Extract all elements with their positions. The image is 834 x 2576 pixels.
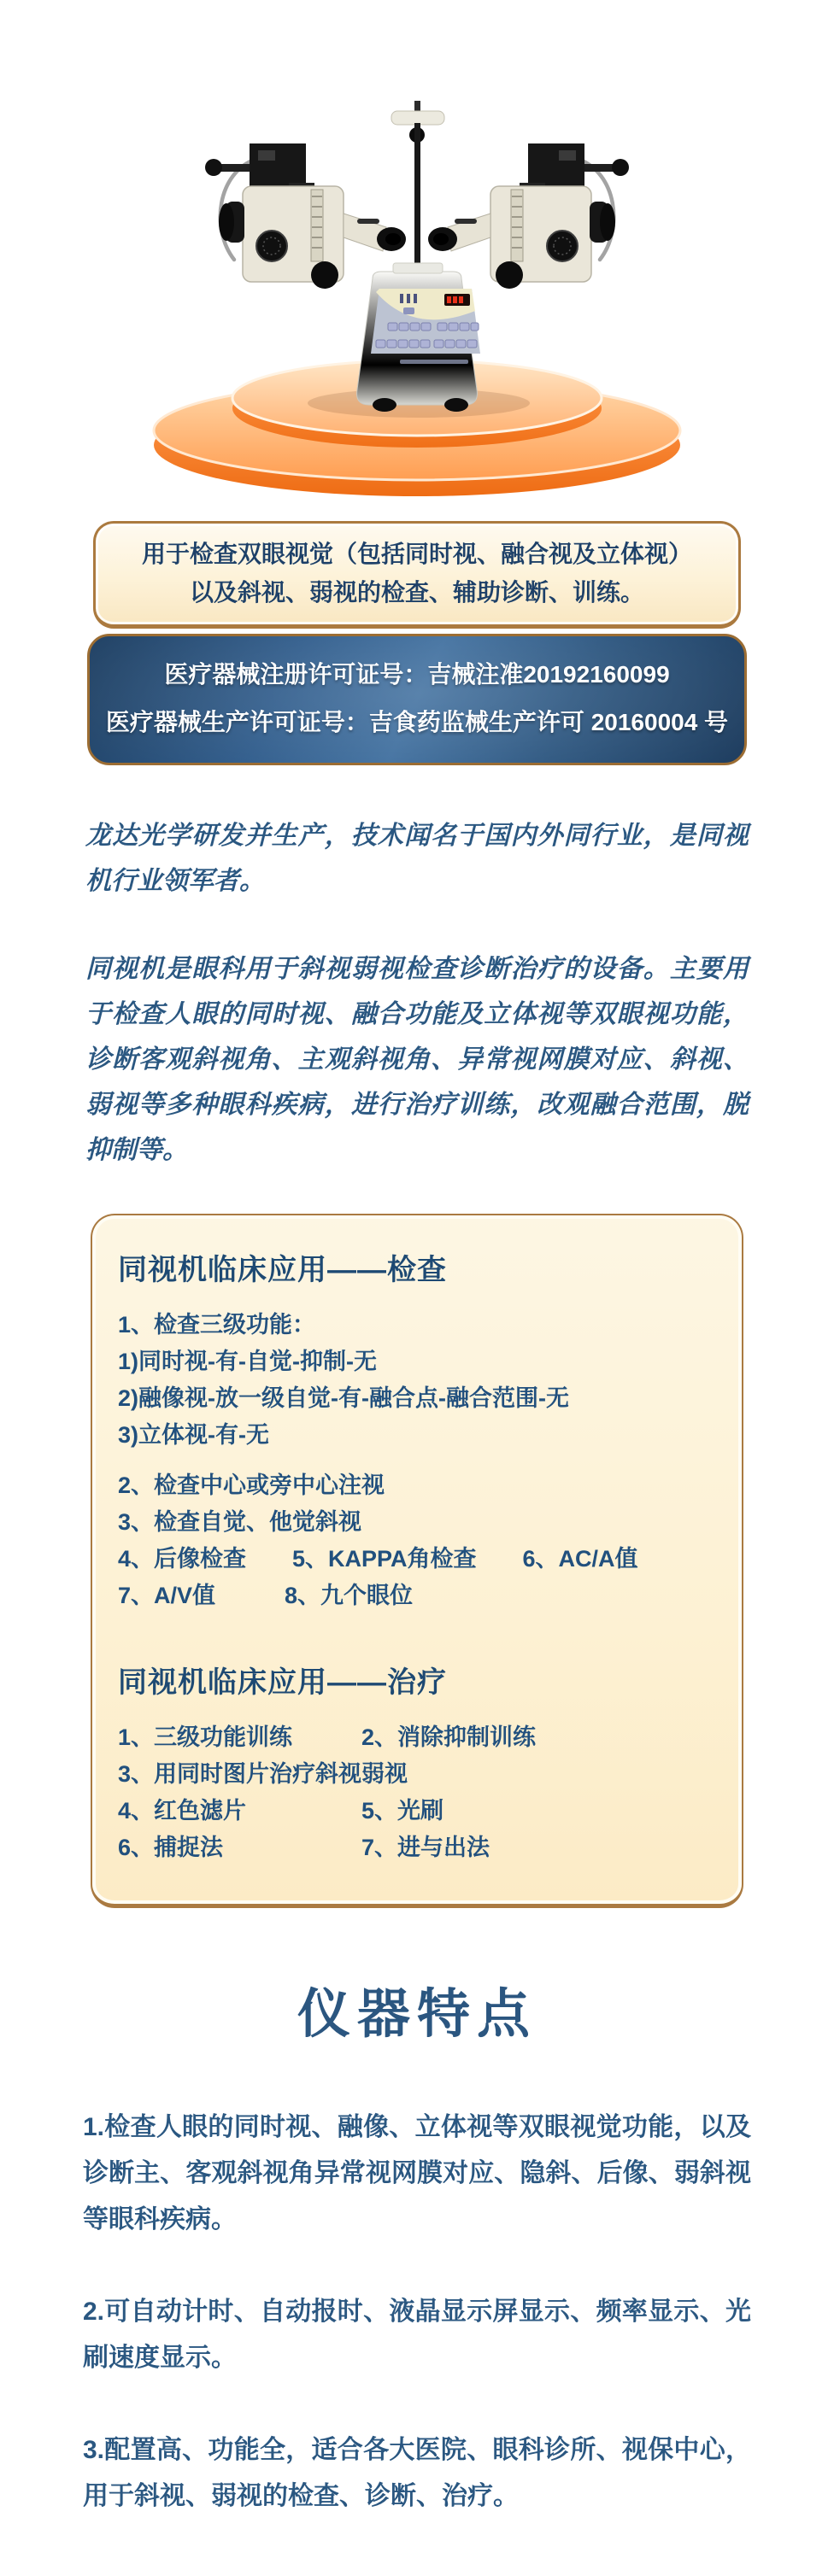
brand-strip	[400, 360, 468, 364]
treatment-line-1: 1、三级功能训练 2、消除抑制训练	[118, 1724, 537, 1750]
feature-item-1: 1.检查人眼的同时视、融像、立体视等双眼视觉功能，以及诊断主、客观斜视角异常视网膜对应、隐斜、后像、弱斜视等眼科疾病。	[83, 2113, 751, 2234]
exam-line-2: 1)同时视-有-自觉-抑制-无	[118, 1349, 377, 1374]
product-image	[144, 22, 690, 501]
exam-line-6: 3、检查自觉、他觉斜视	[118, 1509, 362, 1535]
foot	[373, 398, 396, 412]
about-paragraph-2: 同视机是眼科用于斜视弱视检查诊断治疗的设备。主要用于检查人眼的同时视、融合功能及立体视等双眼视功能，诊断客观斜视角、主观斜视角、异常视网膜对应、斜视、弱视等多种眼科疾病，进行治疗训练，改观融合范围，脱抑制等。	[85, 955, 749, 1164]
synoptophore-device	[205, 101, 629, 412]
about-paragraph-1: 龙达光学研发并生产，技术闻名于国内外同行业，是同视机行业领军者。	[85, 822, 749, 895]
central-column	[414, 123, 420, 273]
intro-line-1: 用于检查双眼视觉（包括同时视、融合视及立体视）	[141, 541, 692, 567]
license-production-number: 医疗器械生产许可证号：吉食药监械生产许可 20160004 号	[105, 709, 729, 735]
exam-line-3: 2)融像视-放一级自觉-有-融合点-融合范围-无	[118, 1385, 569, 1411]
intro-line-2: 以及斜视、弱视的检查、辅助诊断、训练。	[189, 579, 644, 606]
about-section	[85, 813, 749, 1173]
led-digit	[459, 296, 463, 303]
panel-button	[403, 307, 414, 314]
intro-box	[93, 521, 741, 629]
treatment-line-2: 3、用同时图片治疗斜视弱视	[118, 1761, 408, 1787]
features-section	[83, 2105, 751, 2520]
panel-mark	[414, 294, 417, 303]
led-digit	[453, 296, 457, 303]
panel-mark	[407, 294, 410, 303]
led-digit	[447, 296, 451, 303]
exam-line-5: 2、检查中心或旁中心注视	[118, 1472, 385, 1498]
feature-item-3: 3.配置高、功能全，适合各大医院、眼科诊所、视保中心，用于斜视、弱视的检查、诊断、治疗。	[83, 2436, 751, 2510]
exam-line-1: 1、检查三级功能：	[118, 1312, 316, 1338]
features-title: 仪器特点	[297, 1985, 537, 2044]
chin-rest	[393, 263, 443, 273]
foot	[444, 398, 468, 412]
treatment-line-4: 6、捕捉法 7、进与出法	[118, 1835, 490, 1860]
exam-section-title: 同视机临床应用——检查	[118, 1254, 447, 1286]
exam-line-4: 3)立体视-有-无	[118, 1422, 269, 1448]
feature-item-2: 2.可自动计时、自动报时、液晶显示屏显示、频率显示、光刷速度显示。	[83, 2298, 751, 2372]
license-banner	[87, 634, 747, 765]
treatment-section-title: 同视机临床应用——治疗	[118, 1666, 447, 1699]
exam-line-8: 7、A/V值 8、九个眼位	[118, 1583, 414, 1608]
license-registration-number: 医疗器械注册许可证号：吉械注准20192160099	[164, 661, 670, 688]
exam-line-7: 4、后像检查 5、KAPPA角检查 6、AC/A值	[118, 1546, 638, 1572]
clinical-application-box	[91, 1214, 743, 1908]
panel-mark	[400, 294, 403, 303]
button-row-2	[376, 340, 477, 348]
product-hero	[0, 0, 834, 512]
treatment-line-3: 4、红色滤片 5、光刷	[118, 1798, 444, 1824]
forehead-rest	[391, 111, 444, 125]
